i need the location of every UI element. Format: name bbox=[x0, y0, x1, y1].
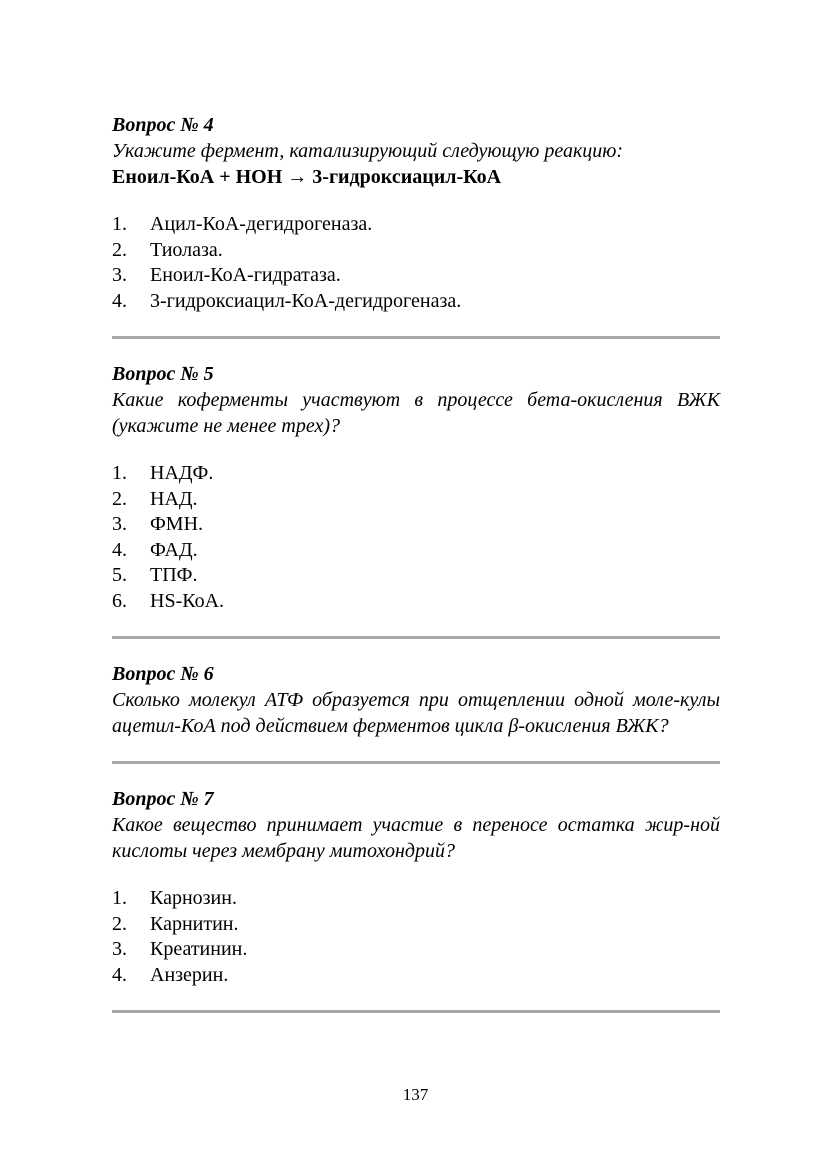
answer-item bbox=[112, 512, 720, 538]
answer-label: ФМН. bbox=[150, 513, 204, 535]
answer-label: Карнитин. bbox=[150, 912, 239, 935]
answer-number: 2. bbox=[112, 912, 127, 935]
answer-number: 6. bbox=[112, 589, 127, 612]
question-4 bbox=[112, 112, 720, 314]
question-text: Сколько молекул АТФ образуется при отщеплении одной моле-кулы ацетил-КоА под действием ферментов цикла β-окисления ВЖК? bbox=[112, 689, 720, 737]
answer-label: НАДФ. bbox=[150, 462, 214, 484]
question-heading: Вопрос № 6 bbox=[112, 663, 214, 685]
answer-item bbox=[112, 963, 720, 989]
answer-label: Карнозин. bbox=[150, 887, 237, 909]
answer-item bbox=[112, 487, 720, 513]
answer-label: Анзерин. bbox=[150, 963, 229, 986]
question-heading: Вопрос № 5 bbox=[112, 363, 214, 385]
page-content bbox=[112, 112, 720, 1013]
section-divider bbox=[112, 1010, 720, 1013]
reaction-equation: Еноил-КоА + НОН → 3-гидроксиацил-КоА bbox=[112, 166, 502, 188]
question-text: Какое вещество принимает участие в переносе остатка жир-ной кислоты через мембрану митохондрий? bbox=[112, 814, 720, 862]
answer-number: 3. bbox=[112, 938, 127, 960]
answer-item bbox=[112, 461, 720, 487]
section-divider bbox=[112, 761, 720, 764]
answer-number: 1. bbox=[112, 887, 127, 909]
answer-number: 4. bbox=[112, 963, 127, 986]
page-number: 137 bbox=[402, 1085, 429, 1104]
question-text: Какие коферменты участвуют в процессе бета-окисления ВЖК (укажите не менее трех)? bbox=[112, 389, 720, 437]
answer-label: Тиолаза. bbox=[150, 238, 223, 261]
answer-item bbox=[112, 589, 720, 615]
section-divider bbox=[112, 336, 720, 339]
answer-number: 1. bbox=[112, 213, 127, 235]
question-heading: Вопрос № 4 bbox=[112, 114, 214, 136]
answer-label: Еноил-КоА-гидратаза. bbox=[150, 264, 341, 286]
answer-number: 2. bbox=[112, 238, 127, 261]
answer-number: 2. bbox=[112, 487, 127, 510]
answer-label: ТПФ. bbox=[150, 564, 198, 586]
answer-list bbox=[112, 886, 720, 988]
answer-item bbox=[112, 563, 720, 589]
answer-label: НАД. bbox=[150, 487, 198, 510]
answer-list bbox=[112, 212, 720, 314]
answer-label: HS-КоА. bbox=[150, 589, 225, 612]
question-5 bbox=[112, 361, 720, 614]
answer-item bbox=[112, 912, 720, 938]
answer-label: Креатинин. bbox=[150, 938, 248, 960]
answer-item bbox=[112, 886, 720, 912]
question-text: Укажите фермент, катализирующий следующую реакцию: bbox=[112, 140, 624, 162]
answer-label: 3-гидроксиацил-КоА-дегидрогеназа. bbox=[150, 289, 462, 312]
section-divider bbox=[112, 636, 720, 639]
answer-number: 4. bbox=[112, 289, 127, 312]
answer-item bbox=[112, 538, 720, 564]
question-heading: Вопрос № 7 bbox=[112, 788, 214, 810]
answer-item bbox=[112, 289, 720, 315]
answer-number: 4. bbox=[112, 538, 127, 561]
answer-item bbox=[112, 263, 720, 289]
answer-label: ФАД. bbox=[150, 538, 198, 561]
question-6 bbox=[112, 661, 720, 739]
question-7 bbox=[112, 786, 720, 988]
answer-item bbox=[112, 937, 720, 963]
answer-number: 3. bbox=[112, 264, 127, 286]
answer-item bbox=[112, 238, 720, 264]
answer-number: 5. bbox=[112, 564, 127, 586]
answer-item bbox=[112, 212, 720, 238]
answer-number: 1. bbox=[112, 462, 127, 484]
answer-label: Ацил-КоА-дегидрогеназа. bbox=[150, 213, 373, 235]
answer-list bbox=[112, 461, 720, 614]
answer-number: 3. bbox=[112, 513, 127, 535]
